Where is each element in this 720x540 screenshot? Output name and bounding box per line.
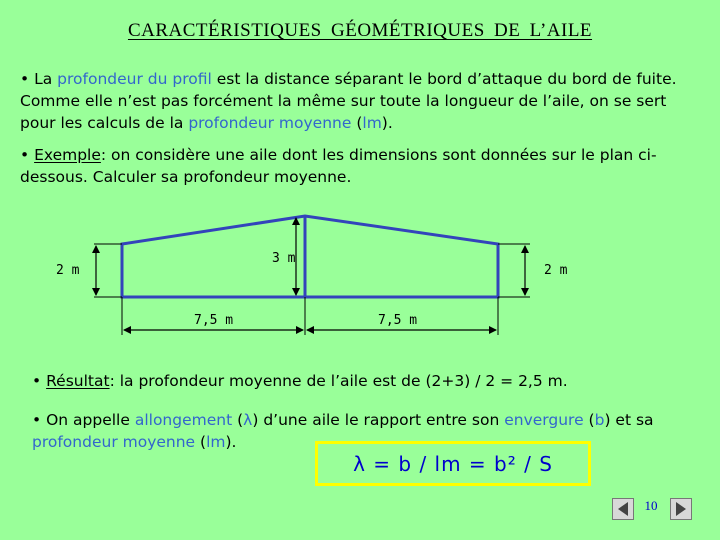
term-profile-depth: profondeur du profil xyxy=(57,70,212,88)
next-arrow-icon[interactable] xyxy=(670,498,692,520)
term-lm: lm xyxy=(362,114,382,132)
right-height-label: 2 m xyxy=(544,263,568,278)
term-mean-depth: profondeur moyenne xyxy=(188,114,352,132)
left-span-label: 7,5 m xyxy=(194,313,234,328)
paragraph-example: • Exemple: on considère une aile dont les dimensions sont données sur le plan ci-dessous. Calculer sa profondeur moyenne. xyxy=(20,146,657,186)
bullet: • xyxy=(32,372,42,390)
previous-arrow-icon[interactable] xyxy=(612,498,634,520)
right-span-label: 7,5 m xyxy=(378,313,418,328)
aspect-ratio-formula: λ = b / lm = b² / S xyxy=(315,441,591,486)
example-label: Exemple xyxy=(34,146,101,164)
page-title: CARACTÉRISTIQUES GÉOMÉTRIQUES DE L’AILE xyxy=(127,20,593,41)
bullet: • xyxy=(32,411,42,429)
paragraph-result: • Résultat: la profondeur moyenne de l’aile est de (2+3) / 2 = 2,5 m. xyxy=(32,372,568,390)
term-lm-2: lm xyxy=(206,433,226,451)
left-height-label: 2 m xyxy=(56,263,80,278)
bullet: • xyxy=(20,146,30,164)
term-b: b xyxy=(594,411,605,429)
center-height-label: 3 m xyxy=(272,251,296,266)
bullet: • xyxy=(20,70,30,88)
result-label: Résultat xyxy=(46,372,110,390)
page-number: 10 xyxy=(644,498,658,513)
wing-outline xyxy=(122,216,498,297)
paragraph-aspect-ratio: • On appelle allongement (λ) d’une aile le rapport entre son envergure (b) et sa profondeur moyenne (lm). xyxy=(32,411,654,451)
term-lambda: λ xyxy=(243,411,253,429)
term-envergure: envergure xyxy=(504,411,584,429)
term-allongement: allongement xyxy=(134,411,233,429)
term-mean-depth-2: profondeur moyenne xyxy=(32,433,196,451)
paragraph-depth-definition: • La profondeur du profil est la distance séparant le bord d’attaque du bord de fuite. Comme elle n’est pas forcément la même sur toute la longueur de l’aile, on se sert pour les calculs de la profondeur moyenne (lm). xyxy=(20,70,677,132)
